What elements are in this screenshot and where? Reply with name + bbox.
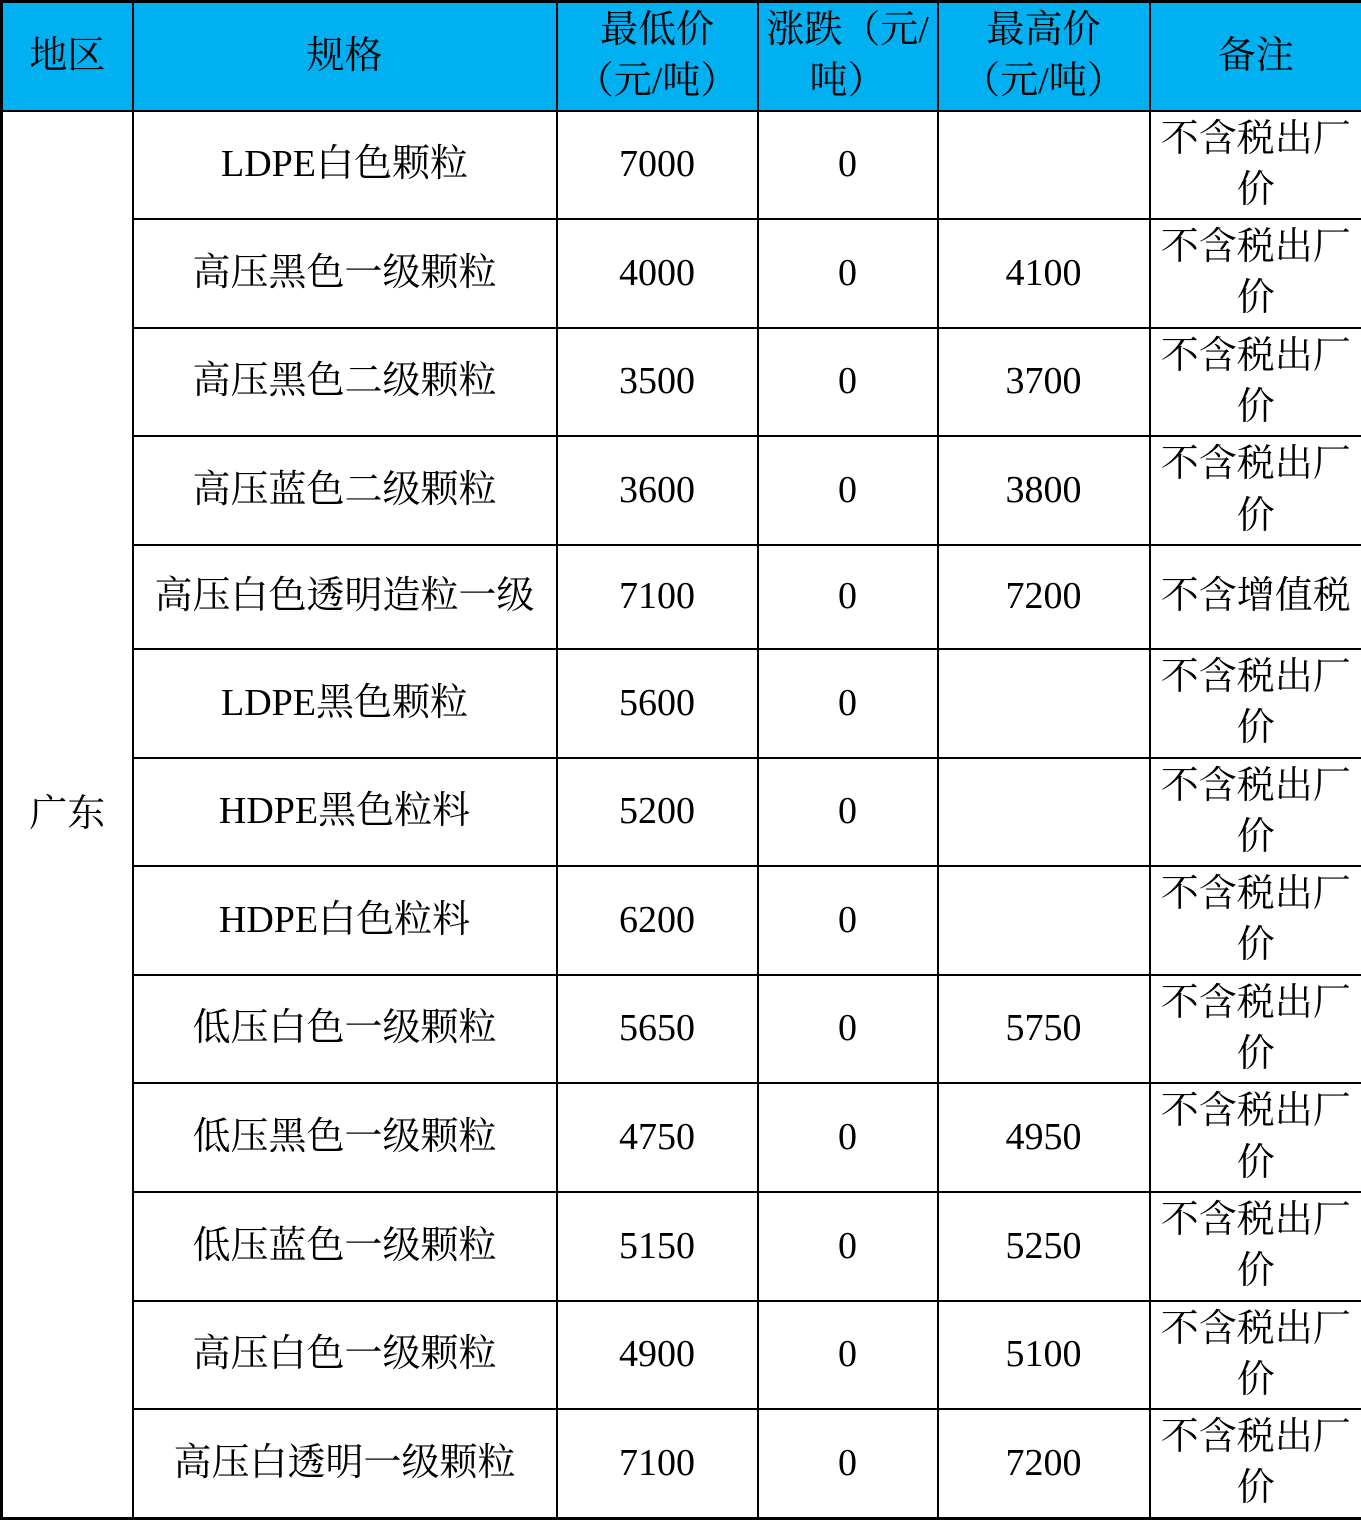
note-cell: 不含税出厂价	[1150, 975, 1361, 1084]
header-spec: 规格	[133, 2, 557, 111]
spec-cell: HDPE白色粒料	[133, 866, 557, 975]
note-cell: 不含税出厂价	[1150, 1083, 1361, 1192]
change-cell: 0	[758, 111, 938, 220]
note-cell: 不含税出厂价	[1150, 758, 1361, 867]
table-row	[2, 649, 1361, 758]
table-row	[2, 219, 1361, 328]
spec-cell: 高压黑色一级颗粒	[133, 219, 557, 328]
spec-cell: 高压白色一级颗粒	[133, 1301, 557, 1410]
min-price-cell: 6200	[557, 866, 758, 975]
change-cell: 0	[758, 1409, 938, 1518]
max-price-cell	[938, 111, 1150, 220]
min-price-cell: 5600	[557, 649, 758, 758]
table-row	[2, 328, 1361, 437]
max-price-cell: 4950	[938, 1083, 1150, 1192]
spec-cell: 低压黑色一级颗粒	[133, 1083, 557, 1192]
max-price-cell: 7200	[938, 1409, 1150, 1518]
spec-cell: HDPE黑色粒料	[133, 758, 557, 867]
table-body	[2, 111, 1361, 1519]
change-cell: 0	[758, 866, 938, 975]
max-price-cell: 4100	[938, 219, 1150, 328]
note-cell: 不含税出厂价	[1150, 1192, 1361, 1301]
note-cell: 不含税出厂价	[1150, 1301, 1361, 1410]
change-cell: 0	[758, 975, 938, 1084]
max-price-cell: 3800	[938, 436, 1150, 545]
max-price-cell: 7200	[938, 545, 1150, 649]
min-price-cell: 4000	[557, 219, 758, 328]
table-row	[2, 1192, 1361, 1301]
change-cell: 0	[758, 219, 938, 328]
note-cell: 不含税出厂价	[1150, 1409, 1361, 1518]
change-cell: 0	[758, 1301, 938, 1410]
spec-cell: 高压黑色二级颗粒	[133, 328, 557, 437]
table-row	[2, 975, 1361, 1084]
min-price-cell: 7000	[557, 111, 758, 220]
table-row	[2, 1301, 1361, 1410]
header-note: 备注	[1150, 2, 1361, 111]
table-row	[2, 866, 1361, 975]
header-min-price: 最低价（元/吨）	[557, 2, 758, 111]
min-price-cell: 5200	[557, 758, 758, 867]
max-price-cell: 5750	[938, 975, 1150, 1084]
spec-cell: LDPE黑色颗粒	[133, 649, 557, 758]
min-price-cell: 7100	[557, 545, 758, 649]
note-cell: 不含税出厂价	[1150, 649, 1361, 758]
min-price-cell: 7100	[557, 1409, 758, 1518]
min-price-cell: 4900	[557, 1301, 758, 1410]
spec-cell: 低压蓝色一级颗粒	[133, 1192, 557, 1301]
min-price-cell: 3600	[557, 436, 758, 545]
spec-cell: 高压白色透明造粒一级	[133, 545, 557, 649]
min-price-cell: 5650	[557, 975, 758, 1084]
max-price-cell	[938, 758, 1150, 867]
spec-cell: 低压白色一级颗粒	[133, 975, 557, 1084]
change-cell: 0	[758, 1083, 938, 1192]
max-price-cell: 3700	[938, 328, 1150, 437]
table-header-row	[2, 2, 1361, 111]
min-price-cell: 4750	[557, 1083, 758, 1192]
note-cell: 不含税出厂价	[1150, 436, 1361, 545]
spec-cell: LDPE白色颗粒	[133, 111, 557, 220]
change-cell: 0	[758, 436, 938, 545]
min-price-cell: 3500	[557, 328, 758, 437]
region-cell: 广东	[2, 111, 133, 1519]
change-cell: 0	[758, 545, 938, 649]
max-price-cell: 5250	[938, 1192, 1150, 1301]
change-cell: 0	[758, 328, 938, 437]
table-row	[2, 436, 1361, 545]
max-price-cell	[938, 866, 1150, 975]
change-cell: 0	[758, 649, 938, 758]
note-cell: 不含税出厂价	[1150, 219, 1361, 328]
table-row	[2, 545, 1361, 649]
table-row	[2, 758, 1361, 867]
note-cell: 不含增值税	[1150, 545, 1361, 649]
table-row	[2, 1083, 1361, 1192]
change-cell: 0	[758, 758, 938, 867]
max-price-cell	[938, 649, 1150, 758]
header-max-price: 最高价（元/吨）	[938, 2, 1150, 111]
min-price-cell: 5150	[557, 1192, 758, 1301]
table-row	[2, 111, 1361, 220]
max-price-cell: 5100	[938, 1301, 1150, 1410]
header-change: 涨跌（元/吨）	[758, 2, 938, 111]
spec-cell: 高压蓝色二级颗粒	[133, 436, 557, 545]
spec-cell: 高压白透明一级颗粒	[133, 1409, 557, 1518]
note-cell: 不含税出厂价	[1150, 866, 1361, 975]
note-cell: 不含税出厂价	[1150, 111, 1361, 220]
note-cell: 不含税出厂价	[1150, 328, 1361, 437]
change-cell: 0	[758, 1192, 938, 1301]
table-row	[2, 1409, 1361, 1518]
header-region: 地区	[2, 2, 133, 111]
